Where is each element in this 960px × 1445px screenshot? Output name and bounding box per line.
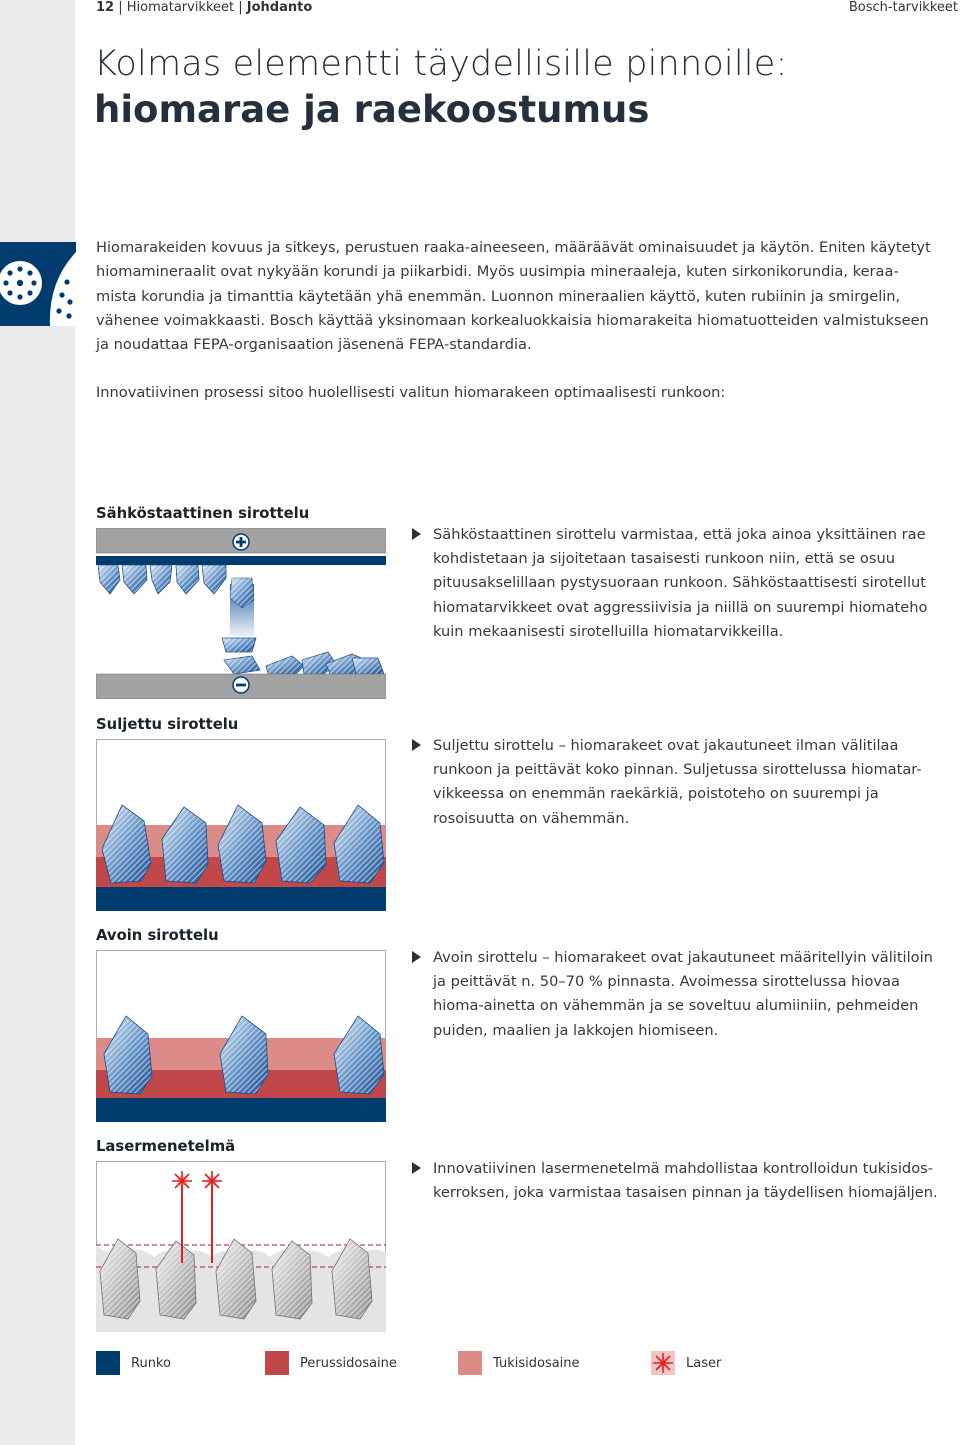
legend-item-tukisidosaine — [458, 1351, 482, 1375]
text-line: kerroksen, joka varmistaa tasaisen pinnan ja täydellisen hiomajäljen. — [433, 1184, 938, 1202]
intro-line: hiomamineraalit ovat nykyään korundi ja piikarbidi. Myös uusimpia mineraaleja, kuten sirkonikorundia, keraa- — [96, 263, 899, 281]
triangle-right-icon — [412, 528, 421, 540]
legend-label: Runko — [131, 1356, 171, 1371]
text-line: runkoon ja peittävät koko pinnan. Suljetussa sirottelussa hiomatar- — [433, 761, 922, 779]
triangle-right-icon — [412, 951, 421, 963]
process-intro: Innovatiivinen prosessi sitoo huolellisesti valitun hiomarakeen optimaalisesti runkoon: — [96, 384, 726, 401]
text-line: Innovatiivinen lasermenetelmä mahdollistaa kontrolloidun tukisidos- — [433, 1160, 933, 1177]
section-heading-open: Avoin sirottelu — [96, 927, 219, 944]
triangle-right-icon — [412, 1162, 421, 1174]
legend-item-perussidosaine — [265, 1351, 289, 1375]
text-line: Avoin sirottelu – hiomarakeet ovat jakautuneet määritellyin välitiloin — [433, 949, 933, 966]
page-title-line1: Kolmas elementti täydellisille pinnoille: — [94, 44, 788, 84]
laser-burst-icon — [202, 1171, 222, 1191]
intro-line: mista korundia ja timanttia käytetään yhä enemmän. Luonnon mineraalien käyttö, kuten rubiinin ja smirgelin, — [96, 287, 901, 305]
minus-icon — [233, 677, 249, 693]
laser-burst-icon — [172, 1171, 192, 1191]
closed-coat-diagram — [96, 739, 386, 911]
intro-line: ja noudattaa FEPA-organisaation jäsenenä FEPA-standardia. — [96, 336, 532, 354]
section-heading-closed: Suljettu sirottelu — [96, 716, 239, 733]
intro-line: Hiomarakeiden kovuus ja sitkeys, perustuen raaka-aineeseen, määräävät ominaisuudet ja käytön. Eniten käytetyt — [96, 239, 931, 256]
legend-label: Laser — [686, 1356, 722, 1371]
electrostatic-diagram — [96, 528, 386, 699]
intro-line: vähenee voimakkaasti. Bosch käyttää yksinomaan korkealuokkaisia hiomarakeita hiomatuotteiden valmistukseen — [96, 311, 929, 329]
laser-diagram — [96, 1161, 386, 1332]
laser-burst-icon — [651, 1351, 675, 1375]
text-line: pituusakselillaan pystysuoraan runkoon. Sähköstaattisesti sirotellut — [433, 574, 927, 592]
header-divider: | — [118, 0, 127, 15]
legend-swatch — [96, 1351, 120, 1375]
section-heading-electrostatic: Sähköstaattinen sirottelu — [96, 505, 310, 522]
page-title-line2: hiomarae ja raekoostumus — [94, 88, 650, 131]
page-number: 12 — [96, 0, 115, 15]
text-line: Sähköstaattinen sirottelu varmistaa, että joka ainoa yksittäinen rae — [433, 526, 926, 543]
text-line: puiden, maalien ja lakkojen hiomiseen. — [433, 1021, 719, 1039]
intro-paragraph — [96, 236, 958, 357]
legend-swatch — [458, 1351, 482, 1375]
text-line: kohdistetaan ja sijoitetaan tasaisesti runkoon niin, että se osuu — [433, 550, 895, 568]
legend-swatch — [265, 1351, 289, 1375]
text-line: ja peittävät n. 50–70 % pinnasta. Avoimessa sirottelussa hiovaa — [433, 973, 900, 991]
sanding-disc-icon — [0, 242, 76, 326]
page-header — [96, 0, 312, 15]
legend-item-runko — [96, 1351, 120, 1375]
text-line: rosoisuutta on vähemmän. — [433, 809, 630, 827]
text-line: hioma-ainetta on vähemmän ja se soveltuu alumiiniin, pehmeiden — [433, 997, 919, 1015]
header-divider: | — [238, 0, 247, 15]
text-line: kuin mekaanisesti sirotelluilla hiomatarvikkeilla. — [433, 622, 784, 640]
legend-label: Tukisidosaine — [493, 1356, 580, 1371]
section-heading-laser: Lasermenetelmä — [96, 1138, 236, 1155]
side-strip — [0, 0, 75, 1445]
open-coat-diagram — [96, 950, 386, 1122]
header-subsection: Johdanto — [246, 0, 313, 15]
header-section: Hiomatarvikkeet — [126, 0, 235, 15]
text-line: hiomatarvikkeet ovat aggressiivisia ja niillä on suurempi hiomateho — [433, 598, 928, 616]
header-brand: Bosch-tarvikkeet — [848, 0, 958, 15]
text-line: vikkeessa on enemmän raekärkiä, poistoteho on suurempi ja — [433, 785, 879, 803]
plus-icon — [233, 534, 249, 550]
legend-label: Perussidosaine — [300, 1356, 397, 1371]
text-line: Suljettu sirottelu – hiomarakeet ovat jakautuneet ilman välitilaa — [433, 737, 899, 754]
triangle-right-icon — [412, 739, 421, 751]
